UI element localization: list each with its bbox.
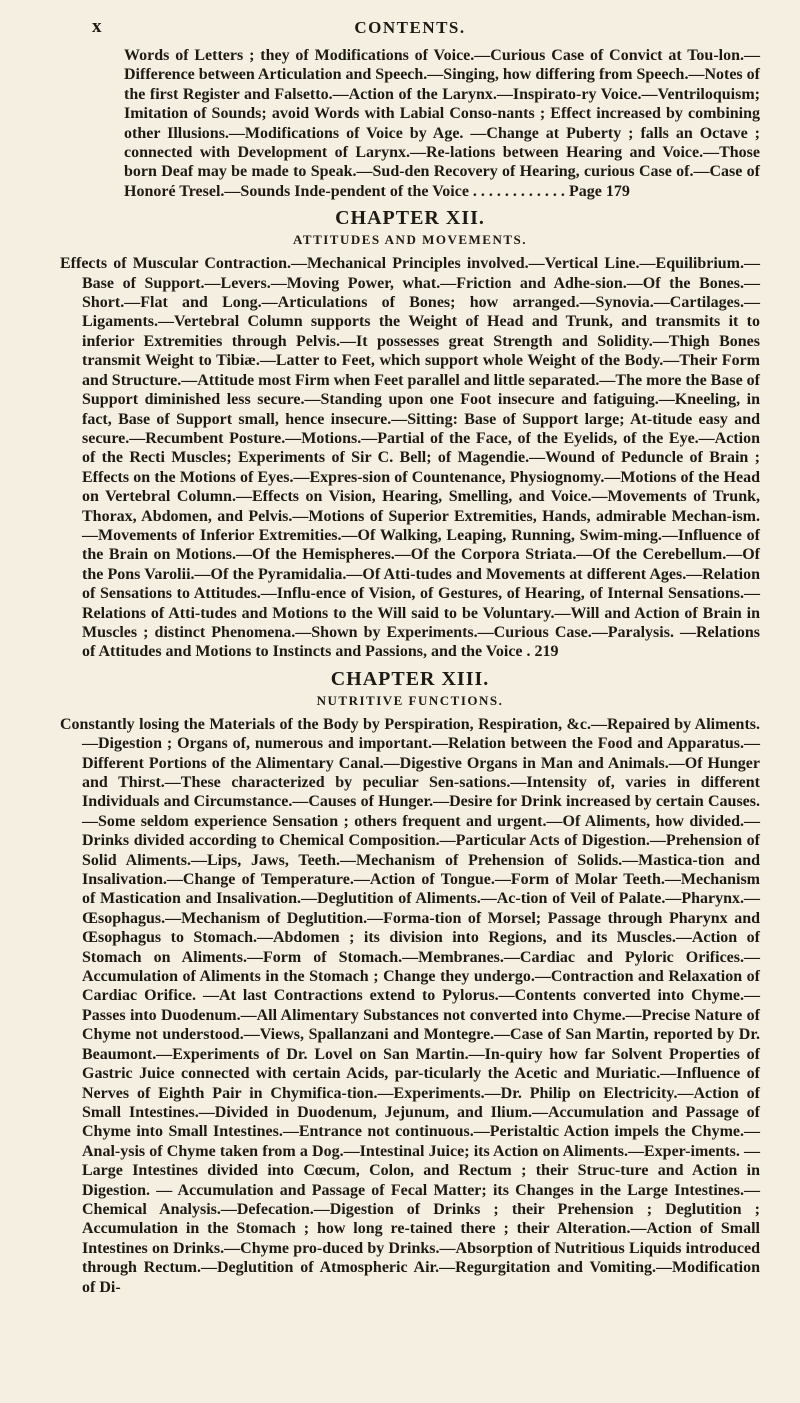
page-reference: 219 <box>534 643 559 661</box>
page-reference: Page 179 <box>568 182 630 200</box>
contents-entry-chapter-xi-continued: Words of Letters ; they of Modifications of Voice.—Curious Case of Convict at Tou-lon.—Difference between Articulation and Speech.—Singing, how differing from Speech.—Notes of the first Register and Falsetto.—Action of the Larynx.—Inspirato-ry Voice.—Ventriloquism; Imitation of Sounds; avoid Words with Labial Conso-nants ; Effect increased by combining other Illusions.—Modifications of Voice by Age. —Change at Puberty ; falls an Octave ; connected with Development of Larynx.—Re-lations between Hearing and Voice.—Those born Deaf may be made to Speak.—Sud-den Recovery of Hearing, curious Case of.—Case of Honoré Tresel.—Sounds Inde-pendent of the Voice . . . . . . . . . . . . Page 179 <box>124 47 760 200</box>
page-number: x <box>92 16 102 37</box>
chapter-subtitle: ATTITUDES AND MOVEMENTS. <box>292 232 528 248</box>
contents-entry-chapter-xii: Effects of Muscular Contraction.—Mechanical Principles involved.—Vertical Line.—Equilibrium.—Base of Support.—Levers.—Moving Power, what.—Friction and Adhe-sion.—Of the Bones.—Short.—Flat and Long.—Articulations of Bones; how arranged.—Synovia.—Cartilages.—Ligaments.—Vertebral Column supports the Weight of Head and Trunk, and transmits it to inferior Extremities through Pelvis.—It possesses great Strength and Solidity.—Thigh Bones transmit Weight to Tibiæ.—Latter to Feet, which support whole Weight of the Body.—Their Form and Structure.—Attitude most Firm when Feet parallel and little separated.—The more the Base of Support diminished less secure.—Standing upon one Foot insecure and fatiguing.—Kneeling, in fact, Base of Support small, hence insecure.—Sitting: Base of Support large; At-titude easy and secure.—Recumbent Posture.—Motions.—Partial of the Face, of the Eyelids, of the Eye.—Action of the Recti Muscles; Experiments of Sir C. Bell; of Magendie.—Wound of Peduncle of Brain ; Effects on the Motions of Eyes.—Expres-sion of Countenance, Physiognomy.—Motions of the Head on Vertebral Column.—Effects on Vision, Hearing, Smelling, and Voice.—Movements of Trunk, Thorax, Abdomen, and Pelvis.—Motions of Superior Extremities, Hands, admirable Mechan-ism.—Movements of Inferior Extremities.—Of Walking, Leaping, Running, Swim-ming.—Influence of the Brain on Motions.—Of the Hemispheres.—Of the Corpora Striata.—Of the Cerebellum.—Of the Pons Varolii.—Of the Pyramidalia.—Of Atti-tudes and Movements at different Ages.—Relation of Sensations to Attitudes.—Influ-ence of Vision, of Gestures, of Hearing, of Internal Sensations.—Relations of Atti-tudes and Motions to the Will said to be Voluntary.—Will and Action of Brain in Muscles ; distinct Phenomena.—Shown by Experiments.—Curious Case.—Paralysis. —Relations of Attitudes and Motions to Instincts and Passions, and the Voice . 219 <box>60 255 760 661</box>
running-title: CONTENTS. <box>354 18 466 37</box>
contents-entry-chapter-xiii: Constantly losing the Materials of the Body by Perspiration, Respiration, &c.—Repaired by Aliments.—Digestion ; Organs of, numerous and important.—Relation between the Food and Apparatus.—Different Portions of the Alimentary Canal.—Digestive Organs in Man and Animals.—Of Hunger and Thirst.—These characterized by peculiar Sen-sations.—Intensity of, varies in different Individuals and Circumstance.—Causes of Hunger.—Desire for Drink increased by certain Causes.—Some seldom experience Sensation ; others frequent and urgent.—Of Aliments, how divided.—Drinks divided according to Chemical Composition.—Particular Acts of Digestion.—Prehension of Solid Aliments.—Lips, Jaws, Teeth.—Mechanism of Prehension of Solids.—Mastica-tion and Insalivation.—Change of Temperature.—Action of Tongue.—Form of Molar Teeth.—Mechanism of Mastication and Insalivation.—Deglutition of Aliments.—Ac-tion of Veil of Palate.—Pharynx.—Œsophagus.—Mechanism of Deglutition.—Forma-tion of Morsel; Passage through Pharynx and Œsophagus to Stomach.—Abdomen ; its division into Regions, and its Muscles.—Action of Stomach on Aliments.—Form of Stomach.—Membranes.—Cardiac and Pyloric Orifices.—Accumulation of Aliments in the Stomach ; Change they undergo.—Contraction and Relaxation of Cardiac Orifice. —At last Contractions extend to Pylorus.—Contents converted into Chyme.—Passes into Duodenum.—All Alimentary Substances not converted into Chyme.—Precise Nature of Chyme not understood.—Views, Spallanzani and Montegre.—Case of San Martin, reported by Dr. Beaumont.—Experiments of Dr. Lovel on San Martin.—In-quiry how far Solvent Properties of Gastric Juice connected with certain Acids, par-ticularly the Acetic and Muriatic.—Influence of Nerves of Eighth Pair in Chymifica-tion.—Experiments.—Dr. Philip on Electricity.—Action of Small Intestines.—Divided in Duodenum, Jejunum, and Ilium.—Accumulation and Passage of Chyme into Small Intestines.—Entrance not continuous.—Peristaltic Action impels the Chyme.—Anal-ysis of Chyme taken from a Dog.—Intestinal Juice; its Action on Aliments.—Exper-iments. — Large Intestines divided into Cœcum, Colon, and Rectum ; their Struc-ture and Action in Digestion. — Accumulation and Passage of Fecal Matter; its Changes in the Large Intestines.— Chemical Analysis.—Defecation.—Digestion of Drinks ; their Prehension ; Deglutition ; Accumulation in the Stomach ; how long re-tained there ; their Alteration.—Action of Small Intestines on Drinks.—Chyme pro-duced by Drinks.—Absorption of Nutritious Liquids introduced through Rectum.—Deglutition of Atmospheric Air.—Regurgitation and Vomiting.—Modification of Di- <box>60 715 760 1296</box>
chapter-heading: CHAPTER XII. <box>335 207 485 230</box>
running-head <box>60 16 760 46</box>
chapter-subtitle: NUTRITIVE FUNCTIONS. <box>316 692 504 708</box>
chapter-heading: CHAPTER XIII. <box>330 667 490 690</box>
